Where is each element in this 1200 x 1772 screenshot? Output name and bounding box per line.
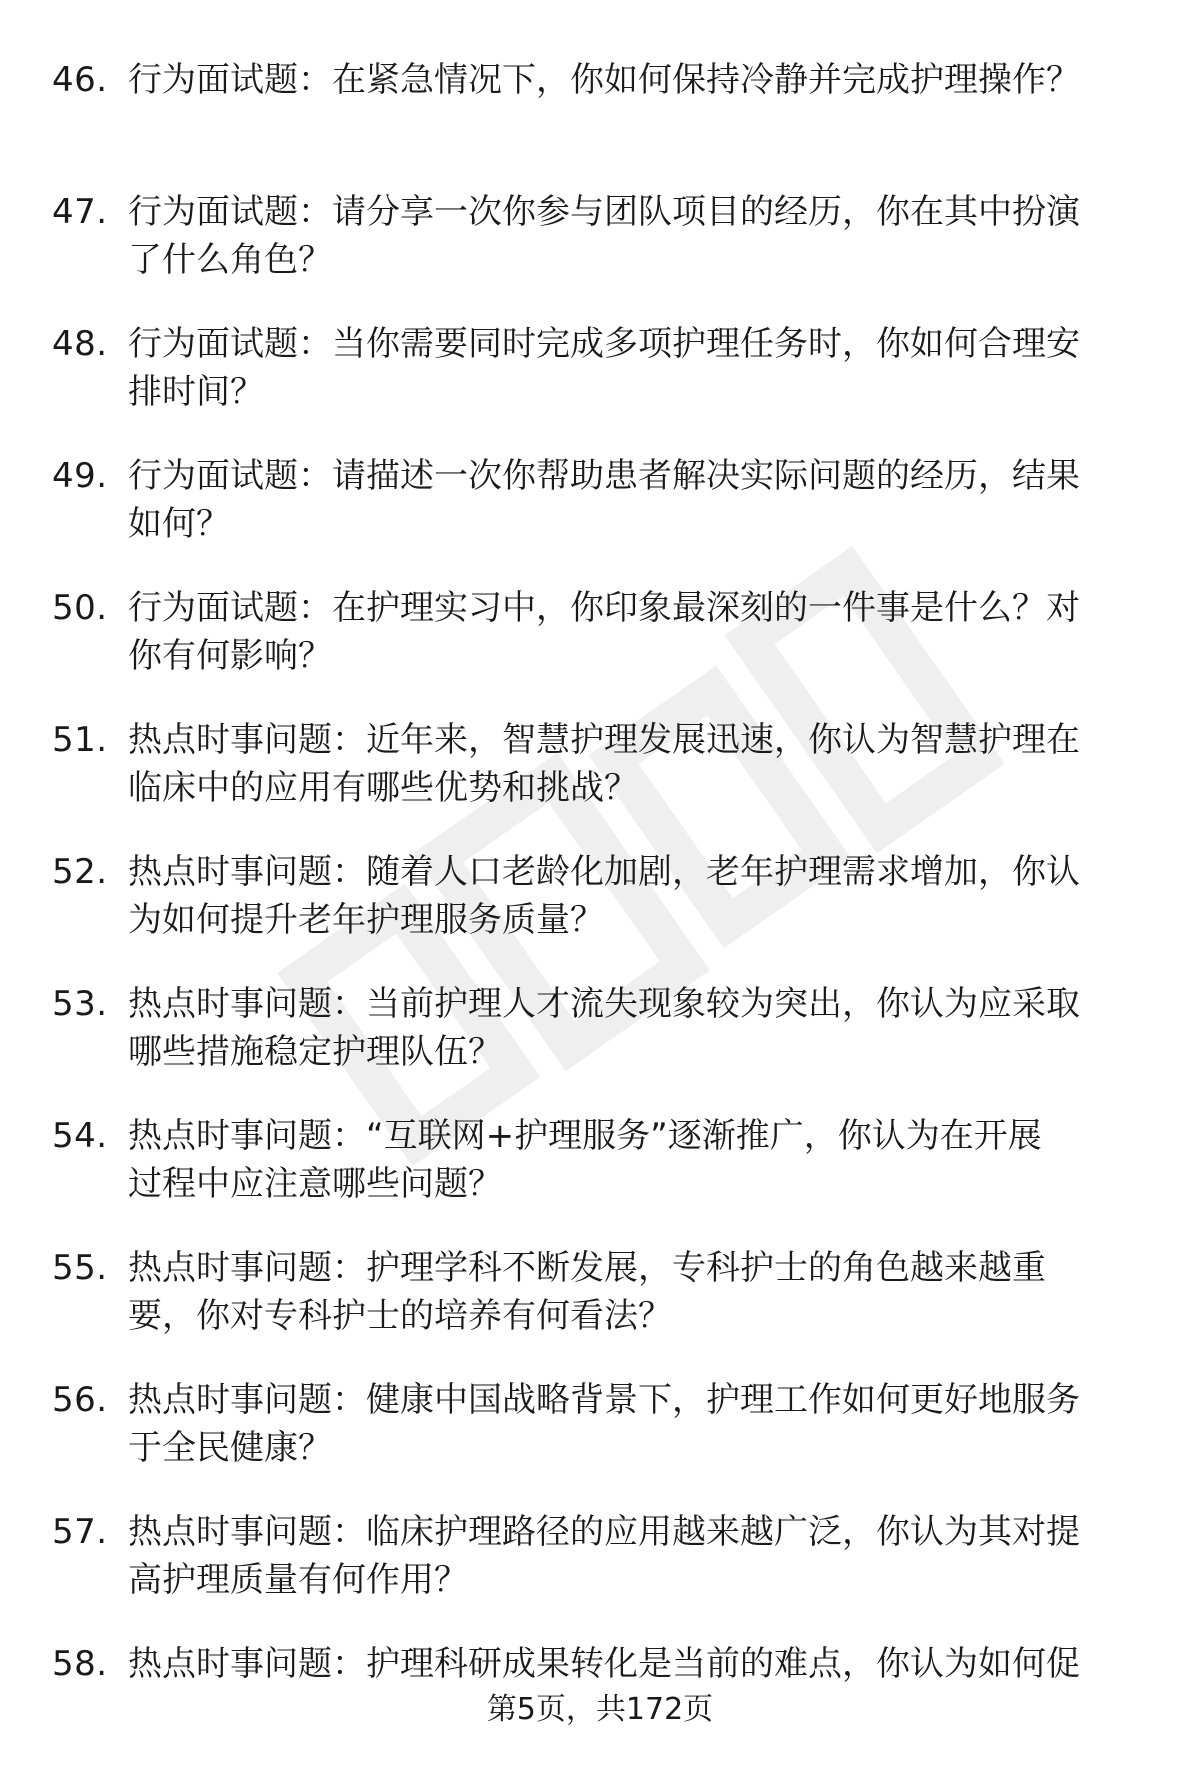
question-text-line: 过程中应注意哪些问题？ [128,1164,502,1204]
question-text [128,1376,1148,1472]
question-text [128,584,1148,680]
question-text-line: 热点时事问题：随着人口老龄化加剧，老年护理需求增加，你认 [128,852,1080,892]
question-number: 47. [52,192,108,232]
question-text [128,56,1148,104]
question-item [0,584,1200,682]
question-text-line: 行为面试题：当你需要同时完成多项护理任务时，你如何合理安 [128,324,1080,364]
question-number: 49. [52,456,108,496]
question-text-line: 行为面试题：请描述一次你帮助患者解决实际问题的经历，结果 [128,456,1080,496]
question-text [128,1508,1148,1604]
question-number: 51. [52,720,108,760]
question-text-line: 了什么角色？ [128,240,332,280]
question-text [128,1112,1148,1208]
question-item [0,1508,1200,1606]
question-text-line: 热点时事问题：当前护理人才流失现象较为突出，你认为应采取 [128,984,1080,1024]
question-text-line: 如何？ [128,504,230,544]
question-item [0,848,1200,946]
question-text [128,848,1148,944]
question-text-line: 行为面试题：在护理实习中，你印象最深刻的一件事是什么？对 [128,588,1080,628]
question-item [0,1112,1200,1210]
question-text [128,1640,1148,1688]
question-number: 52. [52,852,108,892]
question-number: 48. [52,324,108,364]
question-text-line: 行为面试题：在紧急情况下，你如何保持冷静并完成护理操作？ [128,60,1080,100]
question-text [128,320,1148,416]
question-item [0,980,1200,1078]
question-item [0,56,1200,154]
question-item [0,1244,1200,1342]
question-number: 46. [52,60,108,100]
question-number: 53. [52,984,108,1024]
question-text-line: 热点时事问题：健康中国战略背景下，护理工作如何更好地服务 [128,1380,1080,1420]
question-number: 58. [52,1644,108,1684]
question-number: 54. [52,1116,108,1156]
question-list [0,56,1200,1772]
page-footer: 第5页，共172页 [486,1692,714,1727]
question-text [128,188,1148,284]
question-text-line: 为如何提升老年护理服务质量？ [128,900,604,940]
question-text [128,1244,1148,1340]
question-text [128,452,1148,548]
question-number: 55. [52,1248,108,1288]
question-item [0,320,1200,418]
question-text-line: 热点时事问题：临床护理路径的应用越来越广泛，你认为其对提 [128,1512,1080,1552]
question-number: 50. [52,588,108,628]
question-text-line: 要，你对专科护士的培养有何看法？ [128,1296,672,1336]
question-item [0,716,1200,814]
question-text-line: 热点时事问题：护理科研成果转化是当前的难点，你认为如何促 [128,1644,1080,1684]
question-number: 57. [52,1512,108,1552]
question-item [0,452,1200,550]
question-number: 56. [52,1380,108,1420]
question-text-line: 于全民健康？ [128,1428,332,1468]
question-item [0,188,1200,286]
question-text-line: 热点时事问题：“互联网+护理服务”逐渐推广，你认为在开展 [128,1116,1042,1156]
question-text-line: 临床中的应用有哪些优势和挑战？ [128,768,638,808]
question-text-line: 热点时事问题：护理学科不断发展，专科护士的角色越来越重 [128,1248,1046,1288]
question-text [128,716,1148,812]
question-item [0,1376,1200,1474]
question-text-line: 行为面试题：请分享一次你参与团队项目的经历，你在其中扮演 [128,192,1080,232]
question-text [128,980,1148,1076]
question-text-line: 排时间？ [128,372,264,412]
question-text-line: 热点时事问题：近年来，智慧护理发展迅速，你认为智慧护理在 [128,720,1080,760]
question-text-line: 你有何影响？ [128,636,332,676]
question-text-line: 哪些措施稳定护理队伍？ [128,1032,502,1072]
question-text-line: 高护理质量有何作用？ [128,1560,468,1600]
